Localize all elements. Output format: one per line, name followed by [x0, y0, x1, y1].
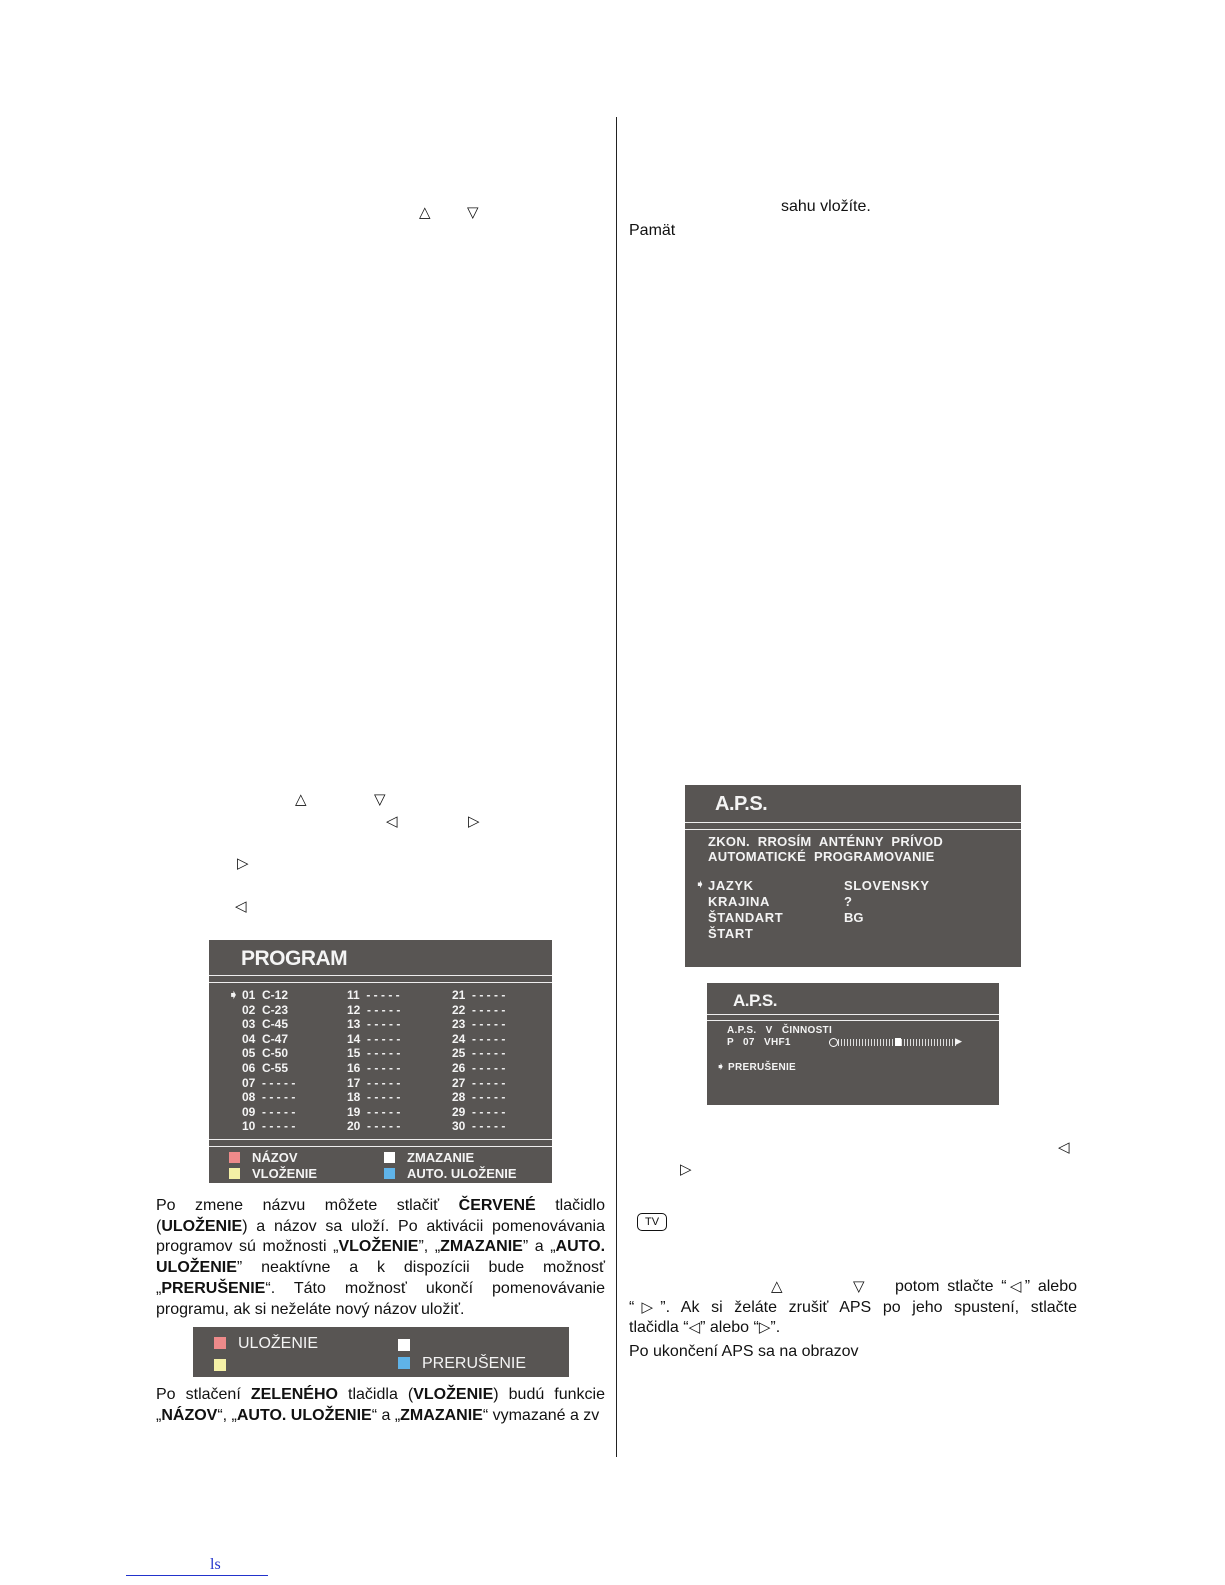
cursor-arrow-icon: ➧ [228, 987, 239, 1002]
progress-marker [895, 1038, 901, 1046]
paragraph-insert: Po stlačení ZELENÉHO tlačidla (VLOŽENIE) budú funkcie „NÁZOV“, „AUTO. ULOŽENIE“ a „ZMAZANIE“ vymazané a zv [156, 1386, 605, 1424]
program-row[interactable]: 17 - - - - - [347, 1075, 401, 1090]
cancel-option[interactable]: PRERUŠENIE [398, 1355, 526, 1373]
down-arrow-icon: ▽ [853, 1277, 865, 1295]
up-arrow-icon: △ [295, 790, 307, 808]
menu-item-start[interactable]: ŠTART [708, 926, 754, 941]
program-row[interactable]: 14 - - - - - [347, 1031, 401, 1046]
program-row[interactable]: 09 - - - - - [242, 1104, 296, 1119]
program-row[interactable]: 24 - - - - - [452, 1031, 506, 1046]
program-row[interactable]: 21 - - - - - [452, 988, 506, 1002]
progress-end-arrow-icon: ▶ [955, 1036, 962, 1046]
program-row[interactable]: 28 - - - - - [452, 1090, 506, 1105]
text-line: potom stlačte “◁” alebo [895, 1277, 1078, 1295]
menu-item-language[interactable]: JAZYK [708, 878, 754, 893]
save-menu [193, 1327, 569, 1377]
menu-separator [209, 975, 552, 983]
blue-button-icon [398, 1357, 410, 1369]
program-row[interactable]: 04 C-47 [242, 1031, 289, 1046]
cursor-arrow-icon: ➧ [695, 877, 706, 891]
aps-status: A.P.S. V ČINNOSTI [727, 1025, 833, 1036]
aps-running-menu [707, 983, 999, 1105]
white-option[interactable]: ZMAZANIE [384, 1150, 474, 1165]
program-row[interactable]: 12 - - - - - [347, 1002, 401, 1017]
text-line: Po ukončení APS sa na obrazov [629, 1343, 859, 1361]
menu-separator [707, 1014, 999, 1021]
country-value: ? [844, 894, 852, 909]
yellow-button-icon [214, 1359, 226, 1371]
yellow-option[interactable]: VLOŽENIE [229, 1166, 317, 1181]
program-row[interactable]: 20 - - - - - [347, 1119, 401, 1134]
red-button-icon [229, 1152, 240, 1163]
program-row[interactable]: 02 C-23 [242, 1002, 289, 1017]
language-value: SLOVENSKY [844, 878, 930, 893]
blue-option[interactable]: AUTO. ULOŽENIE [384, 1166, 517, 1181]
white-button-icon [384, 1152, 395, 1163]
left-arrow-icon: ◁ [235, 897, 247, 915]
aps-menu [685, 785, 1021, 967]
paragraph-save-name: Po zmene názvu môžete stlačiť ČERVENÉ tlačidlo (ULOŽENIE) a názov sa uloží. Po aktivácii pomenovávania programov sú možnosti „VLOŽENIE”, „ZMAZANIE” a „AUTO. ULOŽENIE” neaktívne a k dispozícii bude možnosť „PRERUŠENIE“. Táto možnosť ukončí pomenovávanie programu, ak si neželáte nový názov uložiť. [156, 1197, 606, 1318]
program-row[interactable]: 01 C-12 [242, 988, 289, 1002]
program-row[interactable]: 22 - - - - - [452, 1002, 506, 1017]
menu-item-country[interactable]: KRAJINA [708, 894, 770, 909]
text-fragment: sahu vložíte. [781, 198, 871, 215]
channel-readout: P 07 VHF1 [727, 1037, 791, 1048]
cancel-option[interactable]: PRERUŠENIE [728, 1062, 797, 1073]
program-row[interactable]: 23 - - - - - [452, 1017, 506, 1032]
down-arrow-icon: ▽ [374, 790, 386, 808]
program-row[interactable]: 11 - - - - - [347, 988, 400, 1002]
yellow-option [214, 1357, 238, 1375]
program-row[interactable]: 19 - - - - - [347, 1104, 401, 1119]
program-column-2 [347, 988, 400, 1134]
program-menu-title: PROGRAM [241, 947, 348, 970]
footer-link-underline [126, 1575, 268, 1576]
aps-menu-title: A.P.S. [715, 793, 768, 815]
menu-separator [209, 1139, 552, 1147]
program-row[interactable]: 13 - - - - - [347, 1017, 401, 1032]
standard-value: BG [844, 910, 864, 925]
up-arrow-icon: △ [771, 1277, 783, 1295]
blue-button-icon [384, 1168, 395, 1179]
program-column-1 [242, 988, 295, 1134]
yellow-button-icon [229, 1168, 240, 1179]
red-button-icon [214, 1337, 226, 1349]
program-row[interactable]: 08 - - - - - [242, 1090, 296, 1105]
left-arrow-icon: ◁ [386, 812, 398, 830]
search-progress-bar [832, 1036, 962, 1046]
left-arrow-icon: ◁ [1058, 1138, 1070, 1156]
program-row[interactable]: 10 - - - - - [242, 1119, 296, 1134]
program-column-3 [452, 988, 505, 1134]
text-line: “▷”. Ak si želáte zrušiť APS po jeho spustení, stlačte [629, 1297, 1077, 1316]
right-arrow-icon: ▷ [237, 854, 249, 872]
program-row[interactable]: 25 - - - - - [452, 1046, 506, 1061]
red-option[interactable]: NÁZOV [229, 1150, 298, 1165]
program-row[interactable]: 18 - - - - - [347, 1090, 401, 1105]
white-option [398, 1337, 422, 1355]
antenna-message: ZKON. RROSÍM ANTÉNNY PRÍVOD [708, 834, 944, 849]
program-row[interactable]: 05 C-50 [242, 1046, 289, 1061]
program-row[interactable]: 15 - - - - - [347, 1046, 401, 1061]
program-row[interactable]: 26 - - - - - [452, 1060, 506, 1075]
program-row[interactable]: 27 - - - - - [452, 1075, 506, 1090]
program-row[interactable]: 29 - - - - - [452, 1104, 506, 1119]
right-arrow-icon: ▷ [468, 812, 480, 830]
text-line: tlačidla “◁” alebo “▷”. [629, 1318, 781, 1337]
down-arrow-icon: ▽ [467, 203, 479, 221]
program-row[interactable]: 06 C-55 [242, 1060, 289, 1075]
program-row[interactable]: 30 - - - - - [452, 1119, 506, 1134]
cursor-arrow-icon: ➧ [716, 1061, 726, 1073]
aps-running-title: A.P.S. [733, 991, 777, 1010]
program-row[interactable]: 16 - - - - - [347, 1060, 401, 1075]
column-divider [616, 117, 617, 1457]
program-row[interactable]: 07 - - - - - [242, 1075, 296, 1090]
up-arrow-icon: △ [419, 203, 431, 221]
menu-separator [685, 822, 1021, 830]
save-option[interactable]: ULOŽENIE [214, 1335, 318, 1353]
program-menu [209, 940, 552, 1183]
white-button-icon [398, 1339, 410, 1351]
menu-item-standard[interactable]: ŠTANDART [708, 910, 784, 925]
program-row[interactable]: 03 C-45 [242, 1017, 289, 1032]
paragraph-aps [629, 1277, 1077, 1363]
text-fragment: Pamät [629, 222, 676, 239]
right-arrow-icon: ▷ [680, 1160, 692, 1178]
progress-start-knob [829, 1038, 838, 1047]
tv-button-icon: TV [637, 1213, 667, 1231]
footer-link[interactable]: ls [210, 1556, 221, 1573]
auto-programming-label: AUTOMATICKÉ PROGRAMOVANIE [708, 849, 935, 864]
